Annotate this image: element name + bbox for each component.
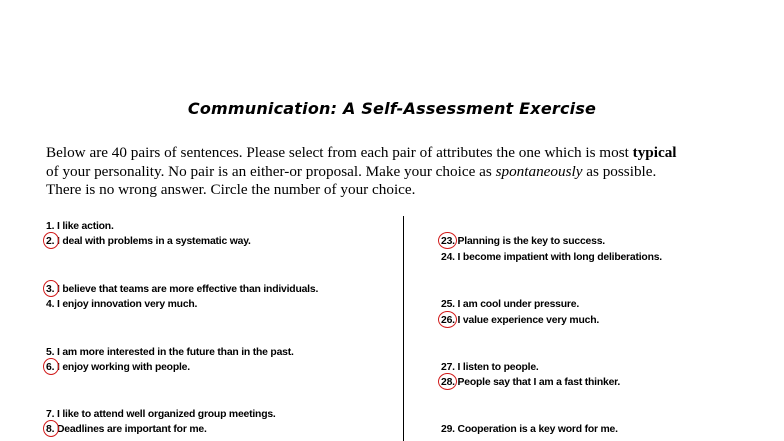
column-divider (403, 216, 404, 441)
list-item: 5. I am more interested in the future than in the past. (46, 347, 294, 358)
selected-number: 26. (441, 315, 455, 326)
list-item: 28. People say that I am a fast thinker. (441, 377, 621, 388)
instructions (46, 144, 746, 200)
instructions-line-3: There is no wrong answer. Circle the number of your choice. (46, 181, 416, 198)
list-item: 4. I enjoy innovation very much. (46, 299, 198, 310)
instructions-line-2: of your personality. No pair is an either-or proposal. Make your choice as spontaneously as possible. (46, 162, 657, 180)
selected-number: 2. (46, 236, 55, 247)
instructions-line-1: Below are 40 pairs of sentences. Please select from each pair of attributes the one which is most typical (46, 144, 677, 161)
selected-number: 23. (441, 236, 455, 247)
emphasis-typical: typical (632, 144, 677, 161)
selected-number: 6. (46, 362, 55, 373)
list-item: 29. Cooperation is a key word for me. (441, 424, 618, 435)
selected-number: 8. (46, 424, 55, 435)
list-item: 6. I enjoy working with people. (46, 362, 190, 373)
selected-number: 28. (441, 377, 455, 388)
list-item: 3. I believe that teams are more effective than individuals. (46, 284, 319, 295)
list-item: 26. I value experience very much. (441, 315, 600, 326)
page-title: Communication: A Self-Assessment Exercise (187, 99, 597, 118)
list-item: 27. I listen to people. (441, 362, 539, 373)
selected-number: 3. (46, 284, 55, 295)
list-item: 7. I like to attend well organized group meetings. (46, 409, 276, 420)
emphasis-spontaneously: spontaneously (495, 162, 583, 180)
list-item: 1. I like action. (46, 221, 114, 232)
list-item: 2. I deal with problems in a systematic way. (46, 236, 251, 247)
list-item: 8. Deadlines are important for me. (46, 424, 207, 435)
list-item: 25. I am cool under pressure. (441, 299, 580, 310)
list-item: 24. I become impatient with long deliberations. (441, 252, 662, 263)
list-item: 23. Planning is the key to success. (441, 236, 605, 247)
